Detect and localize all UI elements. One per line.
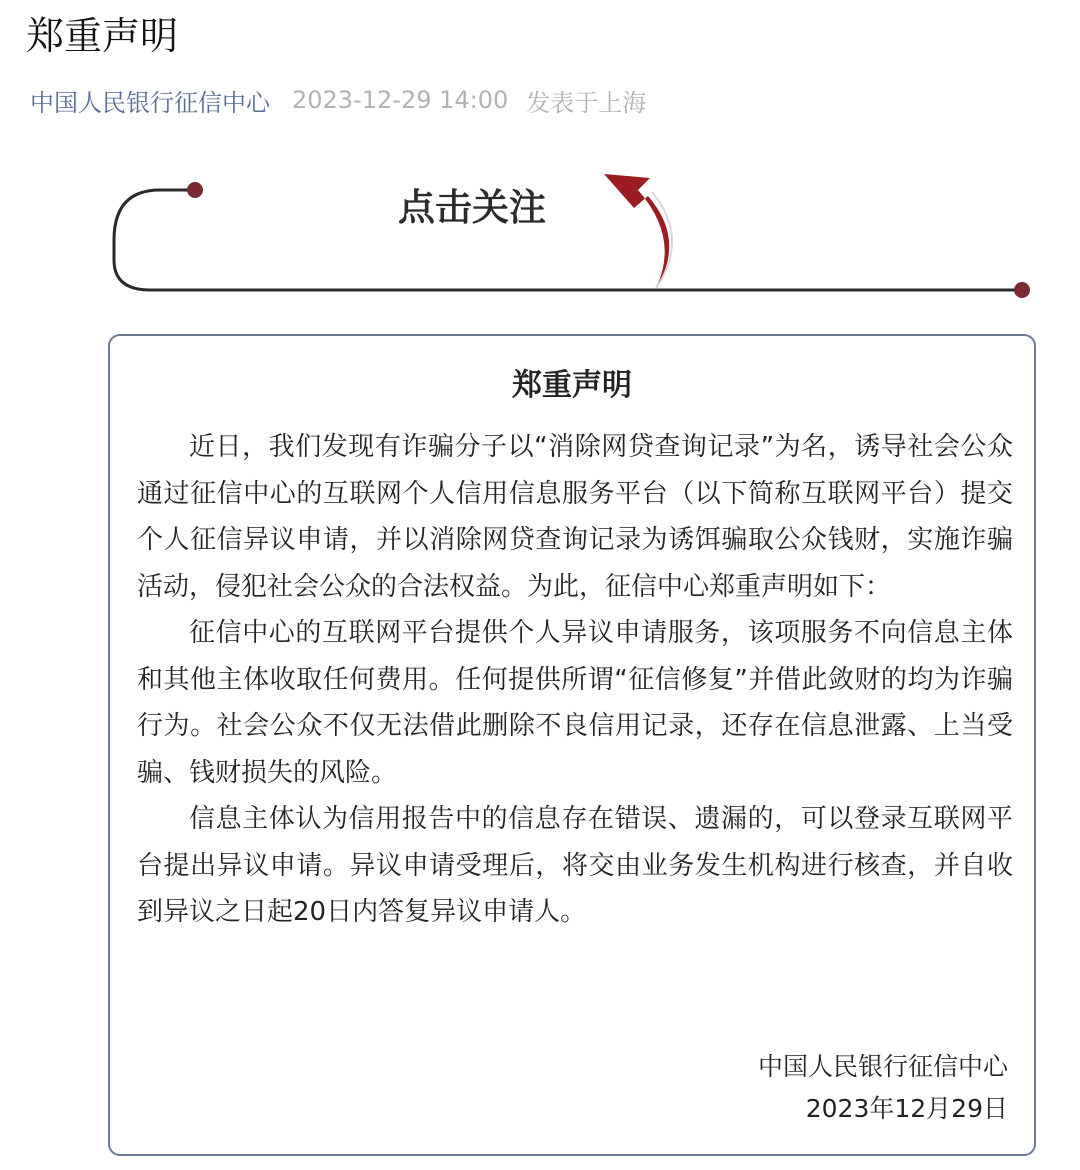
publish-location: 发表于上海 bbox=[526, 88, 647, 117]
account-name-link[interactable]: 中国人民银行征信中心 bbox=[30, 88, 270, 117]
follow-text: 点击关注 bbox=[398, 186, 546, 229]
notice-heading: 郑重声明 bbox=[512, 368, 632, 403]
signature-org: 中国人民银行征信中心 bbox=[757, 1052, 1008, 1081]
banner-curve-line bbox=[114, 190, 1022, 290]
banner-end-dot bbox=[1014, 282, 1030, 298]
curved-arrow-icon bbox=[604, 174, 672, 288]
notice-paragraph: 近日，我们发现有诈骗分子以“消除网贷查询记录”为名，诱导社会公众通过征信中心的互联网个人信用信息服务平台（以下简称互联网平台）提交个人征信异议申请，并以消除网贷查询记录为诱饵骗取公众钱财，实施诈骗活动，侵犯社会公众的合法权益。为此，征信中心郑重声明如下： bbox=[137, 432, 1013, 602]
signature-date: 2023年12月29日 bbox=[805, 1094, 1008, 1123]
article-title: 郑重声明 bbox=[26, 14, 179, 58]
publish-time: 2023-12-29 14:00 bbox=[292, 86, 509, 114]
banner-start-dot bbox=[187, 182, 203, 198]
notice-body bbox=[137, 424, 1013, 936]
notice-paragraph: 信息主体认为信用报告中的信息存在错误、遗漏的，可以登录互联网平台提出异议申请。异议申请受理后，将交由业务发生机构进行核查，并自收到异议之日起20日内答复异议申请人。 bbox=[137, 804, 1013, 927]
article-meta bbox=[30, 82, 646, 118]
notice-signature bbox=[758, 1046, 1008, 1130]
follow-banner[interactable] bbox=[100, 160, 1050, 310]
notice-card bbox=[108, 334, 1036, 1156]
notice-paragraph: 征信中心的互联网平台提供个人异议申请服务，该项服务不向信息主体和其他主体收取任何费用。任何提供所谓“征信修复”并借此敛财的均为诈骗行为。社会公众不仅无法借此删除不良信用记录，还存在信息泄露、上当受骗、钱财损失的风险。 bbox=[137, 618, 1013, 788]
follow-banner-graphic bbox=[100, 160, 1050, 310]
